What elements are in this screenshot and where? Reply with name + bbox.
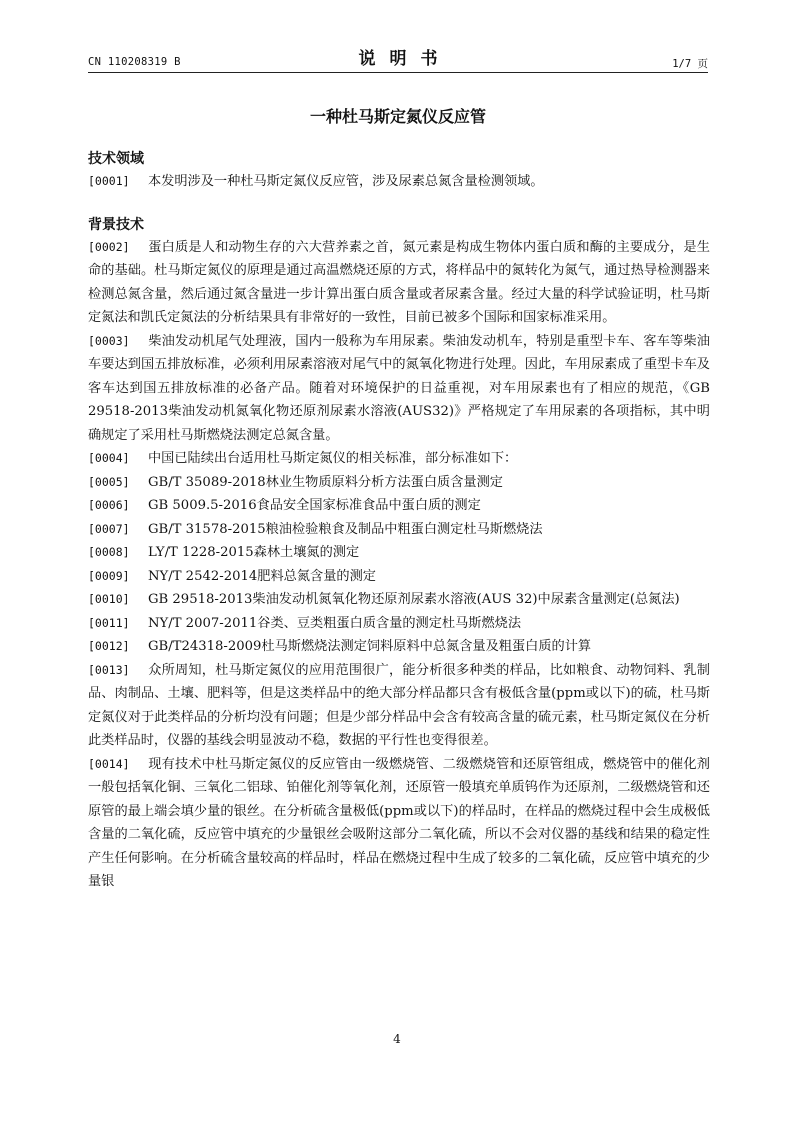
paragraph-text: NY/T 2542-2014肥料总氮含量的测定 — [148, 568, 376, 584]
paragraph — [88, 330, 710, 448]
header-divider — [88, 72, 708, 73]
paragraph — [88, 236, 710, 330]
paragraph-text: 蛋白质是人和动物生存的六大营养素之首，氮元素是构成生物体内蛋白质和酶的主要成分，是生命的基础。杜马斯定氮仪的原理是通过高温燃烧还原的方式，将样品中的氮转化为氮气，通过热导检测器来检测总氮含量，然后通过氮含量进一步计算出蛋白质含量或者尿素含量。经过大量的科学试验证明，杜马斯定氮法和凯氏定氮法的分析结果具有非常好的一致性，目前已被多个国际和国家标准采用。 — [88, 239, 710, 325]
paragraph — [88, 565, 710, 589]
paragraph-number: [0006] — [88, 498, 130, 512]
paragraph-text: NY/T 2007-2011谷类、豆类粗蛋白质含量的测定杜马斯燃烧法 — [148, 615, 522, 631]
paragraph-text: 现有技术中杜马斯定氮仪的反应管由一级燃烧管、二级燃烧管和还原管组成，燃烧管中的催化剂一般包括氧化铜、三氧化二铝球、铂催化剂等氧化剂，还原管一般填充单质钨作为还原剂，二级燃烧管和还原管的最上端会填少量的银丝。在分析硫含量极低(ppm或以下)的样品时，在样品的燃烧过程中会生成极低含量的二氧化硫，反应管中填充的少量银丝会吸附这部分二氧化硫，所以不会对仪器的基线和结果的稳定性产生任何影响。在分析硫含量较高的样品时，样品在燃烧过程中生成了较多的二氧化硫，反应管中填充的少量银 — [88, 756, 710, 889]
paragraph-number: [0004] — [88, 451, 130, 465]
paragraph — [88, 588, 710, 612]
paragraph-number: [0011] — [88, 615, 130, 630]
paragraph-number: [0007] — [88, 521, 130, 536]
page-ratio: 1/7 页 — [672, 58, 708, 70]
paragraph-text: 本发明涉及一种杜马斯定氮仪反应管，涉及尿素总氮含量检测领域。 — [148, 174, 544, 189]
paragraph-number: [0002] — [88, 239, 130, 254]
paragraph-text: GB/T 35089-2018林业生物质原料分析方法蛋白质含量测定 — [148, 474, 503, 490]
paragraph — [88, 612, 710, 636]
paragraph-text: GB 5009.5-2016食品安全国家标准食品中蛋白质的测定 — [148, 498, 481, 513]
paragraph — [88, 170, 710, 194]
paragraph — [88, 494, 710, 518]
paragraph — [88, 471, 710, 495]
paragraph-number: [0014] — [88, 756, 130, 771]
page-number: 4 — [393, 1032, 401, 1046]
paragraph-text: 柴油发动机尾气处理液，国内一般称为车用尿素。柴油发动机车，特别是重型卡车、客车等柴油车要达到国五排放标准，必须利用尿素溶液对尾气中的氮氧化物进行处理。因此，车用尿素成了重型卡车及客车达到国五排放标准的必备产品。随着对环境保护的日益重视，对车用尿素也有了相应的规范，《GB 29518-2013柴油发动机氮氧化物还原剂尿素水溶液(AUS32)》严格规定了车用尿素的各项指标，其中明确规定了采用杜马斯燃烧法测定总氮含量。 — [88, 333, 710, 443]
paragraph-text: GB/T 31578-2015粮油检验粮食及制品中粗蛋白测定杜马斯燃烧法 — [148, 521, 543, 537]
document-body — [88, 140, 710, 894]
paragraph-text: LY/T 1228-2015森林土壤氮的测定 — [148, 545, 360, 560]
section-heading-tech-field: 技术领域 — [88, 151, 144, 167]
page-header — [88, 44, 708, 74]
paragraph-number: [0010] — [88, 592, 130, 606]
paragraph-number: [0008] — [88, 545, 130, 559]
paragraph-number: [0012] — [88, 639, 130, 653]
document-type: 说明书 — [358, 49, 452, 69]
paragraph — [88, 659, 710, 753]
document-title: 一种杜马斯定氮仪反应管 — [309, 107, 486, 126]
paragraph-number: [0003] — [88, 333, 130, 348]
paragraph-number: [0013] — [88, 662, 130, 677]
paragraph — [88, 518, 710, 542]
paragraph-text: 众所周知，杜马斯定氮仪的应用范围很广，能分析很多种类的样品，比如粮食、动物饲料、乳制品、肉制品、土壤、肥料等，但是这类样品中的绝大部分样品都只含有极低含量(ppm或以下)的硫，杜马斯定氮仪对于此类样品的分析均没有问题；但是少部分样品中会含有较高含量的硫元素，杜马斯定氮仪在分析此类样品时，仪器的基线会明显波动不稳，数据的平行性也变得很差。 — [88, 662, 710, 748]
section-heading-background: 背景技术 — [88, 216, 144, 233]
paragraph-number: [0001] — [88, 174, 130, 188]
paragraph-number: [0009] — [88, 568, 130, 583]
paragraph-text: GB/T24318-2009杜马斯燃烧法测定饲料原料中总氮含量及粗蛋白质的计算 — [148, 639, 592, 654]
paragraph — [88, 635, 710, 659]
paragraph-text: 中国已陆续出台适用杜马斯定氮仪的相关标准，部分标准如下： — [148, 451, 518, 466]
paragraph-text: GB 29518-2013柴油发动机氮氧化物还原剂尿素水溶液(AUS 32)中尿素含量测定(总氮法) — [148, 592, 680, 607]
paragraph — [88, 541, 710, 565]
paragraph — [88, 753, 710, 894]
patent-number: CN 110208319 B — [88, 56, 181, 68]
paragraph — [88, 447, 710, 471]
paragraph-number: [0005] — [88, 474, 130, 489]
